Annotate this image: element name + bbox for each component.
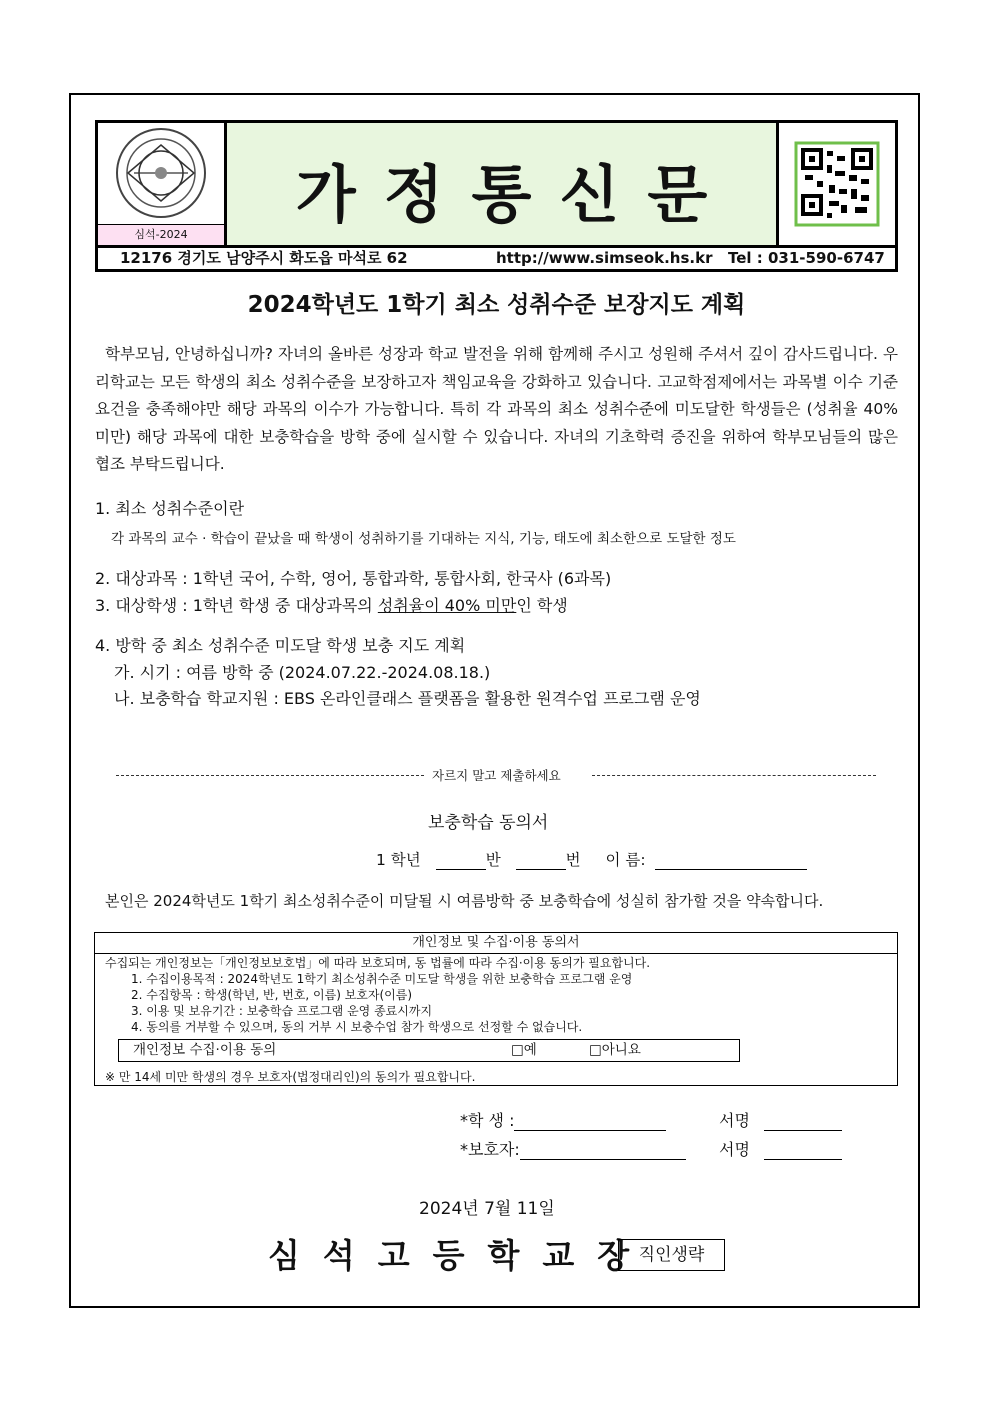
section-4-b: 나. 보충학습 학교지원 : EBS 온라인클래스 플랫폼을 활용한 원격수업 프로그램 운영 <box>114 689 701 708</box>
section-4-title: 4. 방학 중 최소 성취수준 미도달 학생 보충 지도 계획 <box>95 636 466 655</box>
guardian-sign-row <box>719 1137 842 1160</box>
consent-item-2: 2. 수집항목 : 학생(학년, 반, 번호, 이름) 보호자(이름) <box>131 988 413 1002</box>
guardian-signature-row <box>460 1137 686 1160</box>
student-signature-label: *학 생 : <box>460 1111 515 1130</box>
class-label: 반 <box>485 851 501 869</box>
student-info-row <box>376 848 807 870</box>
name-input[interactable] <box>655 853 807 870</box>
school-address: 12176 경기도 남양주시 화도읍 마석로 62 <box>120 249 408 267</box>
guardian-name-input[interactable] <box>520 1143 686 1160</box>
section-3 <box>95 593 568 616</box>
letter-header <box>95 120 898 272</box>
page-title: 가정통신문 <box>295 158 736 231</box>
student-signature-row <box>460 1108 666 1131</box>
consent-item-4: 4. 동의를 거부할 수 있으며, 동의 거부 시 보충수업 참가 학생으로 선정할 수 없습니다. <box>131 1020 583 1034</box>
school-emblem-icon <box>98 123 224 223</box>
pledge-text: 본인은 2024학년도 1학기 최소성취수준이 미달될 시 여름방학 중 보충학습에 성실히 참가할 것을 약속합니다. <box>105 892 824 910</box>
consent-no-checkbox[interactable]: □아니요 <box>589 1042 641 1058</box>
school-website-link[interactable]: http://www.simseok.hs.kr <box>496 249 713 267</box>
issue-date: 2024년 7월 11일 <box>419 1199 555 1219</box>
qr-code-icon <box>779 123 895 245</box>
consent-yes-checkbox[interactable]: □예 <box>511 1042 537 1058</box>
school-phone: Tel : 031-590-6747 <box>728 249 885 267</box>
cut-line <box>116 766 876 786</box>
section-1-description: 각 과목의 교수 · 학습이 끝났을 때 학생이 성취하기를 기대하는 지식, 기능, 태도에 최소한으로 도달한 정도 <box>111 531 736 547</box>
section-4-a: 가. 시기 : 여름 방학 중 (2024.07.22.-2024.08.18.) <box>114 663 491 682</box>
student-sign-input[interactable] <box>764 1114 842 1131</box>
number-label: 번 <box>565 851 581 869</box>
consent-title: 개인정보 및 수집·이용 동의서 <box>95 933 897 954</box>
form-title: 보충학습 동의서 <box>428 813 549 833</box>
logo-label: 심석-2024 <box>98 224 224 245</box>
section-2: 2. 대상과목 : 1학년 국어, 수학, 영어, 통합과학, 통합사회, 한국사 (6과목) <box>95 569 612 588</box>
intro-paragraph <box>95 341 898 479</box>
class-input[interactable] <box>436 853 486 870</box>
intro-text: 학부모님, 안녕하십니까? 자녀의 올바른 성장과 학교 발전을 위해 함께해 주시고 성원해 주셔서 깊이 감사드립니다. 우리학교는 모든 학생의 최소 성취수준을 보장하고자 책임교육을 강화하고 있습니다. 고교학점제에서는 과목별 이수 기준 요건을 충족해야만 해당 과목의 이수가 가능합니다. 특히 각 과목의 최소 성취수준에 미도달한 학생들은 (성취율 40% 미만) 해당 과목에 대한 보충학습을 방학 중에 실시할 수 있습니다. 자녀의 기초학력 증진을 위하여 학부모님들의 많은 협조 부탁드립니다. <box>95 345 898 473</box>
privacy-consent-box <box>94 932 898 1086</box>
consent-agree-row <box>118 1039 740 1062</box>
consent-item-3: 3. 이용 및 보유기간 : 보충학습 프로그램 운영 종료시까지 <box>131 1004 433 1018</box>
qr-cell <box>779 123 895 245</box>
section-3-suffix: 인 학생 <box>516 596 568 615</box>
cut-line-label: 자르지 말고 제출하세요 <box>432 768 561 783</box>
section-3-prefix: 3. 대상학생 : 1학년 학생 중 대상과목의 <box>95 596 378 615</box>
name-label: 이 름: <box>605 851 646 869</box>
consent-intro: 수집되는 개인정보는「개인정보보호법」에 따라 보호되며, 동 법률에 따라 수집·이용 동의가 필요합니다. <box>105 956 651 970</box>
grade-label: 1 학년 <box>376 851 421 869</box>
consent-agree-label: 개인정보 수집·이용 동의 <box>133 1042 277 1058</box>
student-sign-label: 서명 <box>719 1111 750 1130</box>
school-logo-cell <box>98 123 227 245</box>
consent-item-1: 1. 수집이용목적 : 2024학년도 1학기 최소성취수준 미도달 학생을 위한 보충학습 프로그램 운영 <box>131 972 633 986</box>
guardian-signature-label: *보호자: <box>460 1140 520 1159</box>
principal-name: 심석고등학교장 <box>268 1236 653 1275</box>
consent-note: ※ 만 14세 미만 학생의 경우 보호자(법정대리인)의 동의가 필요합니다. <box>105 1070 476 1084</box>
seal-box: 직인생략 <box>618 1239 725 1271</box>
student-name-input[interactable] <box>514 1114 666 1131</box>
document-title: 2024학년도 1학기 최소 성취수준 보장지도 계획 <box>247 292 746 318</box>
section-3-highlight: 성취율이 40% 미만 <box>377 596 517 615</box>
student-sign-row <box>719 1108 842 1131</box>
number-input[interactable] <box>516 853 566 870</box>
guardian-sign-input[interactable] <box>764 1143 842 1160</box>
title-cell <box>227 123 779 245</box>
section-1-title: 1. 최소 성취수준이란 <box>95 499 245 518</box>
guardian-sign-label: 서명 <box>719 1140 750 1159</box>
address-row <box>98 245 895 269</box>
